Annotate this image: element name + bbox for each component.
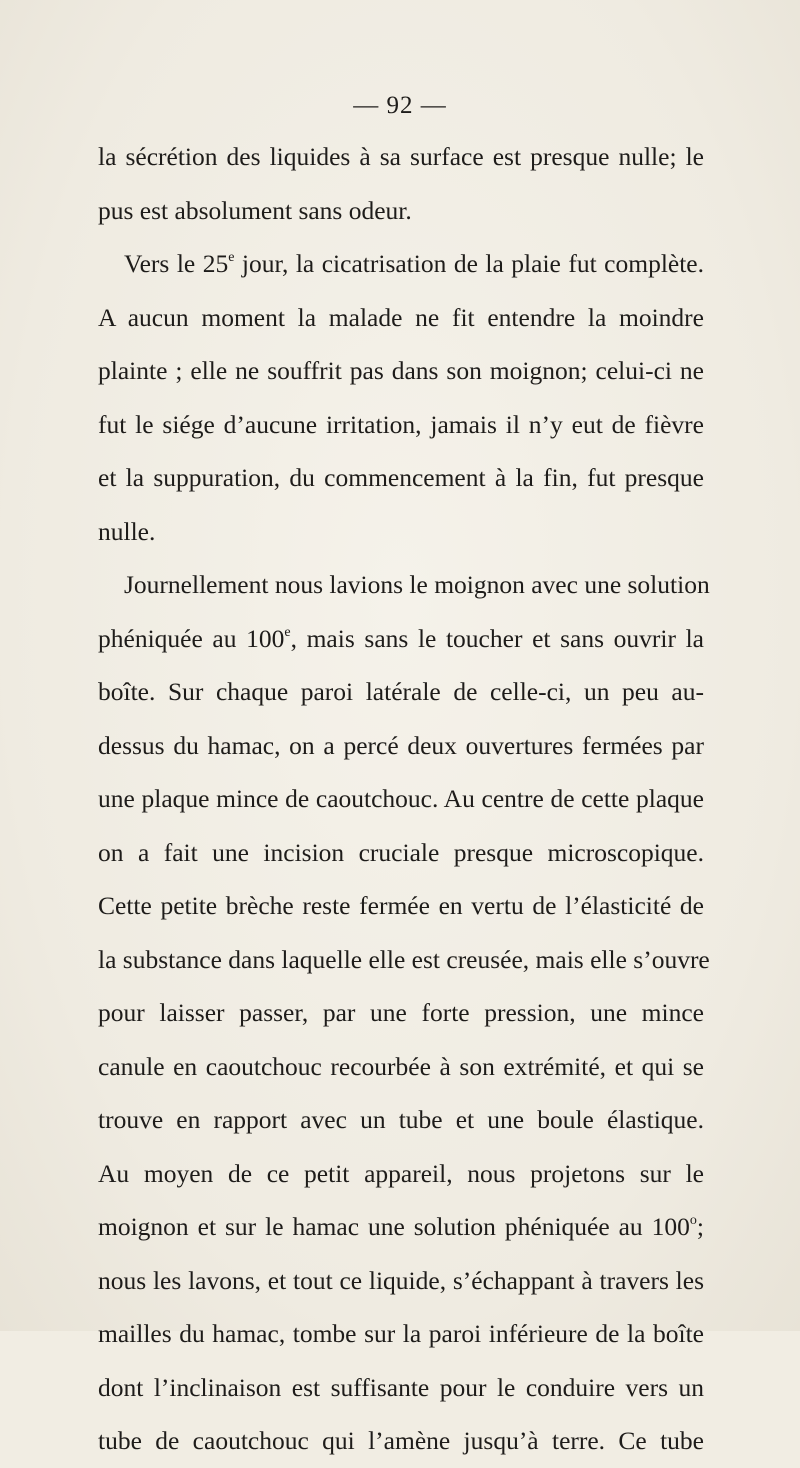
text-line: Cette petite brèche reste fermée en vertu de l’élasticité de — [98, 891, 704, 920]
text-line: pour laisser passer, par une forte pression, une mince — [98, 998, 704, 1027]
text-line: pus est absolument sans odeur. — [98, 195, 412, 225]
text-line: Au moyen de ce petit appareil, nous projetons sur le — [98, 1158, 704, 1188]
text-line-start: Vers le 25 — [124, 249, 229, 278]
text-line: Journellement nous lavions le moignon avec une solution — [124, 570, 710, 599]
text-line-start: phéniquée au 100 — [98, 623, 285, 653]
text-line: nulle. — [98, 516, 156, 546]
text-line: A aucun moment la malade ne fit entendre la moindre — [98, 302, 704, 332]
text-line: dessus du hamac, on a percé deux ouvertures fermées par — [98, 730, 704, 760]
text-line: et la suppuration, du commencement à la fin, fut presque — [98, 463, 704, 492]
text-line: la sécrétion des liquides à sa surface est presque nulle; le — [98, 142, 704, 171]
text-line: on a fait une incision cruciale presque microscopique. — [98, 837, 704, 867]
text-line: fut le siége d’aucune irritation, jamais il n’y eut de fièvre — [98, 409, 704, 439]
text-line: canule en caoutchouc recourbée à son extrémité, et qui se — [98, 1051, 704, 1081]
text-line: plainte ; elle ne souffrit pas dans son moignon; celui-ci ne — [98, 356, 704, 385]
superscript: e — [284, 624, 291, 640]
page-number: — 92 — — [353, 92, 447, 119]
superscript: e — [228, 250, 235, 265]
text-line: dont l’inclinaison est suffisante pour le conduire vers un — [98, 1372, 704, 1402]
text-line: boîte. Sur chaque paroi latérale de celle-ci, un peu au- — [98, 677, 704, 706]
text-line-end: , mais sans le toucher et sans ouvrir la — [290, 623, 704, 653]
text-line — [98, 1200, 704, 1254]
superscript: o — [689, 1213, 697, 1228]
text-line-end: jour, la cicatrisation de la plaie fut complète. — [234, 249, 704, 278]
text-line-end: ; — [696, 1212, 704, 1241]
text-line: tube de caoutchouc qui l’amène jusqu’à terre. Ce tube — [98, 1426, 704, 1455]
text-line: trouve en rapport avec un tube et une boule élastique. — [98, 1105, 704, 1134]
text-line: nous les lavons, et tout ce liquide, s’échappant à travers les — [98, 1265, 704, 1295]
body-text — [98, 130, 710, 1468]
text-line: la substance dans laquelle elle est creusée, mais elle s’ouvre — [98, 944, 710, 974]
text-line — [98, 237, 704, 291]
text-line-start: moignon et sur le hamac une solution phéniquée au 100 — [98, 1212, 690, 1241]
text-line: une plaque mince de caoutchouc. Au centre de cette plaque — [98, 784, 704, 813]
text-line: mailles du hamac, tombe sur la paroi inférieure de la boîte — [98, 1319, 704, 1348]
text-line — [98, 612, 704, 666]
